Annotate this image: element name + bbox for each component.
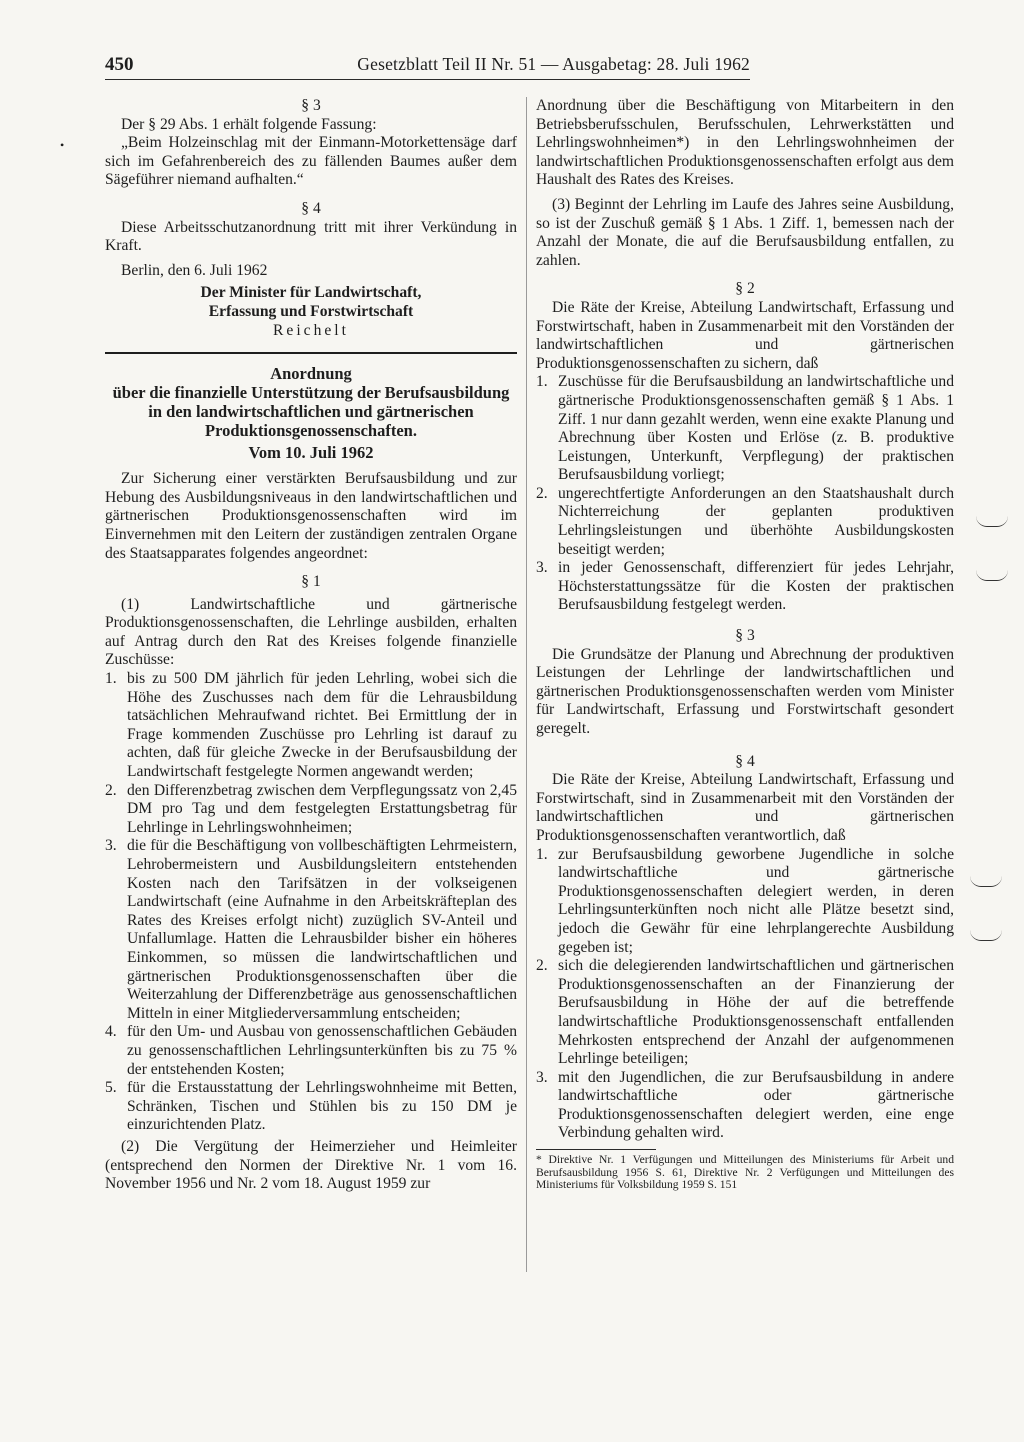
section-separator [105, 352, 517, 354]
margin-mark [970, 876, 1002, 887]
section-1-heading: § 1 [301, 573, 321, 591]
list-item: 3. in jeder Genossenschaft, differenziert für jedes Lehrjahr, Höchsterstattungssätze für die Kosten der praktischen Berufsausbildung festgelegt werden. [536, 559, 954, 614]
page-header [105, 54, 750, 82]
section-1-paragraph-1: (1) Landwirtschaftliche und gärtnerische Produktionsgenossenschaften, die Lehrlinge ausbilden, erhalten auf Antrag durch den Rat des Kreises folgende finanzielle Zuschüsse: [105, 595, 517, 669]
margin-dot: • [60, 138, 65, 152]
prev-section-4-text: Diese Arbeitsschutzanordnung tritt mit ihrer Verkündung in Kraft. [105, 218, 517, 255]
list-item: 1. Zuschüsse für die Berufsausbildung an landwirtschaftliche und gärtnerische Produktionsgenossenschaften gemäß § 1 Abs. 1 Ziff. 1 nur dann gezahlt werden, wenn eine exakte Planung und Abrechnung über Kosten und Erlöse (z. B. produktive Leistungen, Unterkunft, Verpflegung) der praktischen Berufsausbildung vorliegt; [536, 373, 954, 484]
signer-name: Reichelt [273, 321, 349, 339]
right-column [536, 97, 954, 1192]
order-date: Vom 10. Juli 1962 [248, 443, 374, 463]
signer-title-line2: Erfassung und Forstwirtschaft [208, 302, 414, 320]
section-3-heading: § 3 [735, 627, 755, 645]
list-item: 2. den Differenzbetrag zwischen dem Verpflegungssatz von 2,45 DM pro Tag und dem festgelegten Erstattungsbetrag für Lehrlinge in Lehrlingswohnheimen; [105, 781, 517, 836]
footnote-rule [536, 1149, 656, 1150]
list-item: 4. für den Um- und Ausbau von genossenschaftlichen Gebäuden zu genossenschaftlichen Lehrlingsunterkünften bis zu 75 % der entstehenden Kosten; [105, 1023, 517, 1078]
left-column [105, 97, 517, 1194]
prev-section-3-heading: § 3 [301, 97, 321, 114]
margin-mark [976, 570, 1008, 581]
list-item: 5. für die Erstausstattung der Lehrlingswohnheime mit Betten, Schränken, Tischen und Stühlen bis zu 150 DM je einzurichtenden Platz. [105, 1079, 517, 1134]
section-4-intro: Die Räte der Kreise, Abteilung Landwirtschaft, Erfassung und Forstwirtschaft, sind in Zusammenarbeit mit den Vorständen der landwirtschaftlichen und gärtnerischen Produktionsgenossenschaften verantwortlich, daß [536, 771, 954, 844]
section-1-paragraph-3: (3) Beginnt der Lehrling im Laufe des Jahres seine Ausbildung, so ist der Zuschuß gemäß § 1 Abs. 1 Ziff. 1, bemessen nach der Anzahl der Monate, die auf die Berufsausbildung entfallen, zu zahlen. [536, 195, 954, 269]
section-1-list [105, 670, 517, 1135]
page-number: 450 [105, 54, 134, 75]
section-2-list [536, 373, 954, 615]
list-item: 3. die für die Beschäftigung von vollbeschäftigten Lehrmeistern, Lehrobermeistern und Ausbildungsleitern entstehenden Kosten nach den Tarifsätzen in der volkseigenen Landwirtschaft (eine Aufnahme in den Arbeitskräfteplan des Rates des Kreises erfolgt nicht) zuzüglich SV-Anteil und Unfallumlage. Hatten die Lehrausbilder bisher ein höheres Einkommen, so müssen die landwirtschaftlichen und gärtnerischen Produktionsgenossenschaften über die Weiterzahlung der Differenzbeträge aus genossenschaftlichen Mitteln in einer Mitgliederversammlung entscheiden; [105, 837, 517, 1022]
section-1-paragraph-2-start: (2) Die Vergütung der Heimerzieher und Heimleiter (entsprechend den Normen der Direktive Nr. 1 vom 16. November 1956 und Nr. 2 vom 18. August 1959 zur [105, 1137, 517, 1193]
list-item: 3. mit den Jugendlichen, die zur Berufsausbildung in andere landwirtschaftliche oder gärtnerische Produktionsgenossenschaften delegiert werden, eine enge Verbindung gehalten wird. [536, 1068, 954, 1142]
list-item: 2. ungerechtfertigte Anforderungen an den Staatshaushalt durch Nichterreichung der geplanten produktiven Lehrlingsleistungen und überhöhte Ausbildungskosten beseitigt werden; [536, 484, 954, 558]
preamble: Zur Sicherung einer verstärkten Berufsausbildung und zur Hebung des Ausbildungsniveaus in den landwirtschaftlichen und gärtnerischen Produktionsgenossenschaften wird im Einvernehmen mit den Leitern der zuständigen zentralen Organe des Staatsapparates folgendes angeordnet: [105, 470, 517, 562]
margin-mark [970, 930, 1002, 941]
list-item: 1. bis zu 500 DM jährlich für jeden Lehrling, wobei sich die Höhe des Zuschusses nach dem für die Lehrausbildung tatsächlichen Mehraufwand richtet. Bei Ermittlung der in Frage kommenden Zuschüsse pro Lehrling ist darauf zu achten, daß für gleiche Zwecke in der Berufsausbildung der Landwirtschaft festgelegte Normen angewandt werden; [105, 670, 517, 781]
margin-mark [976, 516, 1008, 527]
list-item: 1. zur Berufsausbildung geworbene Jugendliche in solche landwirtschaftliche und gärtnerische Produktionsgenossenschaften delegiert werden, in deren Lehrlingsunterkünften noch nicht alle Plätze besetzt sind, jedoch die Gewähr für eine lehrplangerechte Ausbildung gegeben ist; [536, 845, 954, 956]
order-title-line2: über die finanzielle Unterstützung der Berufsausbildung in den landwirtschaftlichen und gärtnerischen Produktionsgenossenschaften. [112, 383, 510, 441]
column-divider [526, 97, 527, 1272]
order-title-line1: Anordnung [270, 364, 352, 384]
header-rule [105, 79, 750, 80]
list-item: 2. sich die delegierenden landwirtschaftlichen und gärtnerischen Produktionsgenossenschaften an der Finanzierung der Berufsausbildung in Höhe der auf die betreffende landwirtschaftliche Produktionsgenossenschaft entfallenden Mehrkosten entsprechend der Anzahl der aufgenommenen Lehrlinge beteiligen; [536, 957, 954, 1068]
section-3-text: Die Grundsätze der Planung und Abrechnung der produktiven Leistungen der Lehrlinge der landwirtschaftlichen und gärtnerischen Produktionsgenossenschaften werden vom Minister für Landwirtschaft, Erfassung und Forstwirtschaft gesondert geregelt. [536, 645, 954, 737]
signer-title-line1: Der Minister für Landwirtschaft, [200, 284, 422, 302]
header-title: Gesetzblatt Teil II Nr. 51 — Ausgabetag: 28. Juli 1962 [357, 54, 750, 74]
prev-section-3-intro: Der § 29 Abs. 1 erhält folgende Fassung: [121, 115, 377, 133]
prev-section-3-quote: „Beim Holzeinschlag mit der Einmann-Motorkettensäge darf sich im Gefahrenbereich des zu fällenden Baumes außer dem Sägeführer niemand aufhalten.“ [105, 134, 517, 189]
footnote: * Direktive Nr. 1 Verfügungen und Mitteilungen des Ministeriums für Arbeit und Berufsausbildung 1956 S. 61, Direktive Nr. 2 Verfügungen und Mitteilungen des Ministeriums für Volksbildung 1959 S. 151 [536, 1153, 954, 1192]
section-4-list [536, 846, 954, 1144]
place-date: Berlin, den 6. Juli 1962 [121, 261, 268, 279]
section-2-heading: § 2 [735, 280, 755, 298]
section-2-intro: Die Räte der Kreise, Abteilung Landwirtschaft, Erfassung und Forstwirtschaft, haben in Zusammenarbeit mit den Vorständen der landwirtschaftlichen und gärtnerischen Produktionsgenossenschaften zu sichern, daß [536, 298, 954, 372]
prev-section-4-heading: § 4 [301, 199, 321, 217]
section-1-paragraph-2-continued: Anordnung über die Beschäftigung von Mitarbeitern in den Betriebsberufsschulen, Berufsschulen, Lehrwerkstätten und Lehrlingswohnheimen*) in den Lehrlingswohnheimen der landwirtschaftlichen Produktionsgenossenschaften erfolgt aus dem Haushalt des Rates des Kreises. [536, 97, 954, 189]
section-4-heading: § 4 [735, 752, 755, 770]
